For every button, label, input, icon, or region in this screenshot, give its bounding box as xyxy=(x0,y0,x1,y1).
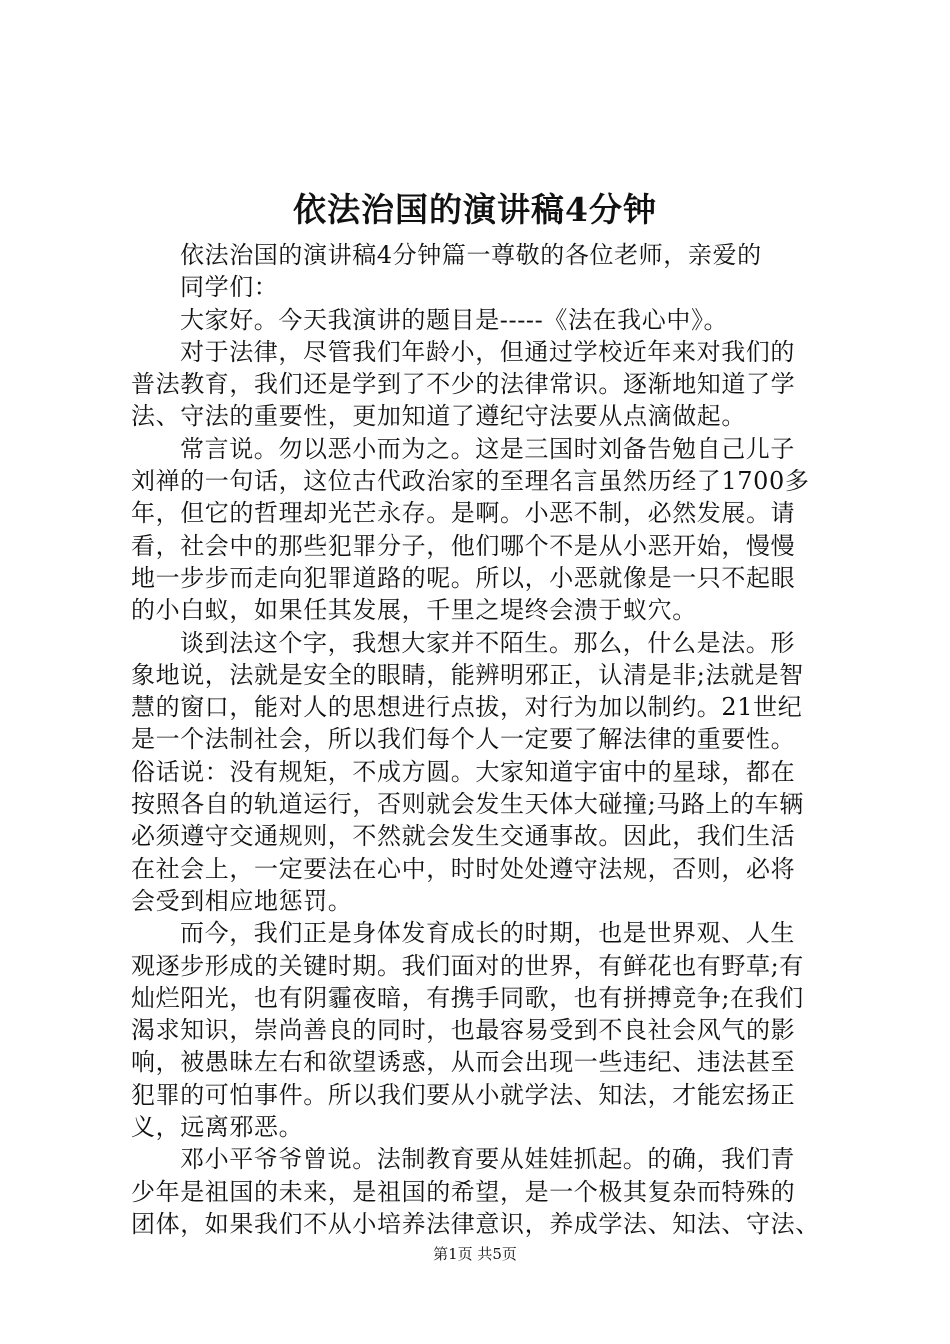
text-line: 灿烂阳光，也有阴霾夜暗，有携手同歌，也有拼搏竞争;在我们 xyxy=(131,983,804,1012)
text-line: 俗话说：没有规矩，不成方圆。大家知道宇宙中的星球，都在 xyxy=(131,757,796,786)
text-line: 刘禅的一句话，这位古代政治家的至理名言虽然历经了1700多 xyxy=(131,467,810,496)
text-line: 犯罪的可怕事件。所以我们要从小就学法、知法，才能宏扬正 xyxy=(131,1080,796,1109)
text-line: 团体，如果我们不从小培养法律意识，养成学法、知法、守法、 xyxy=(131,1209,820,1238)
text-line: 少年是祖国的未来，是祖国的希望，是一个极其复杂而特殊的 xyxy=(131,1177,796,1206)
text-line: 响，被愚昧左右和欲望诱惑，从而会出现一些违纪、违法甚至 xyxy=(131,1048,796,1077)
text-line: 是一个法制社会，所以我们每个人一定要了解法律的重要性。 xyxy=(131,725,796,754)
text-line: 会受到相应地惩罚。 xyxy=(131,886,353,915)
text-line: 年，但它的哲理却光芒永存。是啊。小恶不制，必然发展。请 xyxy=(131,499,796,528)
text-line: 渴求知识，崇尚善良的同时，也最容易受到不良社会风气的影 xyxy=(131,1016,796,1045)
text-line: 必须遵守交通规则，不然就会发生交通事故。因此，我们生活 xyxy=(131,822,796,851)
text-line: 看，社会中的那些犯罪分子，他们哪个不是从小恶开始，慢慢 xyxy=(131,531,796,560)
text-line: 的小白蚁，如果任其发展，千里之堤终会溃于蚁穴。 xyxy=(131,596,697,625)
text-line: 而今，我们正是身体发育成长的时期，也是世界观、人生 xyxy=(180,919,795,948)
text-line: 常言说。勿以恶小而为之。这是三国时刘备告勉自己儿子 xyxy=(180,434,795,463)
document-title: 依法治国的演讲稿4分钟 xyxy=(293,190,657,229)
text-line: 地一步步而走向犯罪道路的呢。所以，小恶就像是一只不起眼 xyxy=(131,563,796,592)
text-line: 慧的窗口，能对人的思想进行点拔，对行为加以制约。21世纪 xyxy=(131,693,803,722)
text-line: 法、守法的重要性，更加知道了遵纪守法要从点滴做起。 xyxy=(131,402,746,431)
text-line: 谈到法这个字，我想大家并不陌生。那么，什么是法。形 xyxy=(180,628,795,657)
text-line: 依法治国的演讲稿4分钟篇一尊敬的各位老师，亲爱的 xyxy=(180,241,762,269)
page-footer: 第1页 共5页 xyxy=(433,1245,517,1263)
text-line: 在社会上，一定要法在心中，时时处处遵守法规，否则，必将 xyxy=(131,854,796,883)
text-line: 义，远离邪恶。 xyxy=(131,1113,304,1142)
text-line: 大家好。今天我演讲的题目是-----《法在我心中》。 xyxy=(180,305,729,334)
document-body xyxy=(131,239,841,1240)
text-line: 按照各自的轨道运行，否则就会发生天体大碰撞;马路上的车辆 xyxy=(131,790,804,819)
text-line: 观逐步形成的关键时期。我们面对的世界，有鲜花也有野草;有 xyxy=(131,951,804,980)
text-line: 象地说，法就是安全的眼睛，能辨明邪正，认清是非;法就是智 xyxy=(131,660,804,689)
text-line: 同学们： xyxy=(180,273,279,302)
text-line: 对于法律，尽管我们年龄小，但通过学校近年来对我们的 xyxy=(180,337,795,366)
text-line: 普法教育，我们还是学到了不少的法律常识。逐渐地知道了学 xyxy=(131,370,796,399)
text-line: 邓小平爷爷曾说。法制教育要从娃娃抓起。的确，我们青 xyxy=(180,1145,795,1174)
